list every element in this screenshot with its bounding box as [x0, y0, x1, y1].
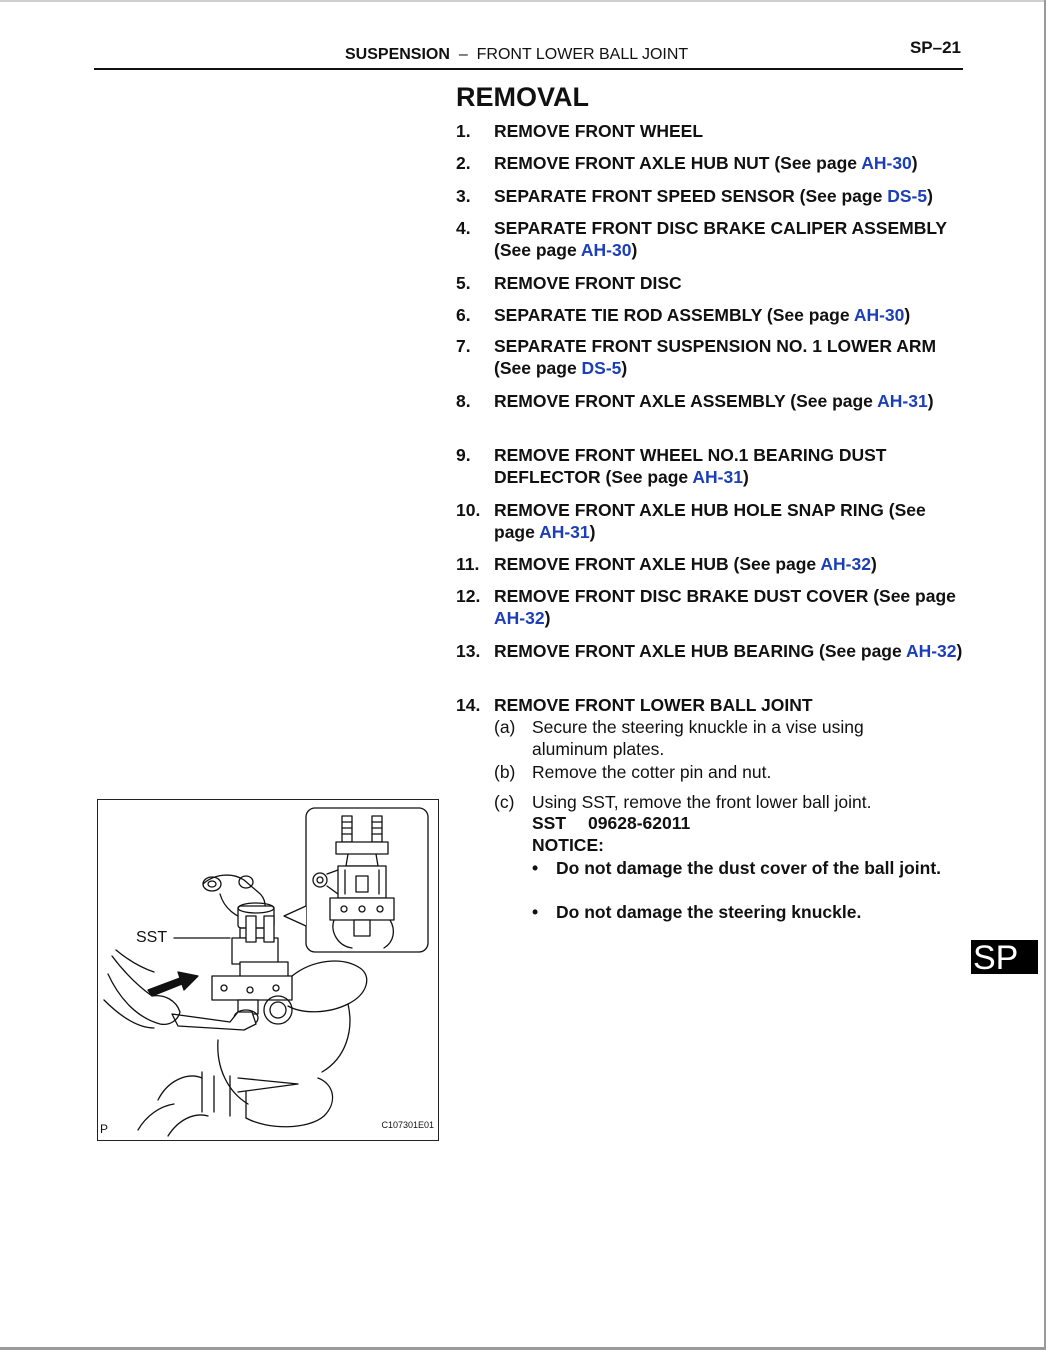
illustration-figure — [97, 799, 439, 1141]
step-number: 13. — [456, 641, 481, 661]
page-ref-link[interactable]: AH-31 — [877, 391, 928, 411]
page-ref-link[interactable]: AH-32 — [820, 554, 871, 574]
sst-label: SST — [532, 813, 567, 833]
step-text: REMOVE FRONT WHEEL — [494, 121, 704, 141]
header-subject: FRONT LOWER BALL JOINT — [476, 46, 689, 63]
step-7 — [456, 335, 966, 379]
notice-bullet — [532, 901, 952, 923]
step-text: REMOVE FRONT DISC — [494, 273, 682, 293]
page-header — [94, 38, 963, 70]
step-text: SEPARATE FRONT SUSPENSION NO. 1 LOWER ARM (See page — [494, 336, 937, 378]
step-number: 1. — [456, 121, 471, 141]
step-close: ) — [631, 240, 638, 260]
figure-corner-label: P — [100, 1122, 109, 1136]
step-number: 12. — [456, 586, 481, 606]
bullet-dot: • — [532, 858, 539, 878]
wrench — [172, 1012, 256, 1030]
step-text: SEPARATE TIE ROD ASSEMBLY (See page — [494, 305, 854, 325]
substep-b — [494, 761, 964, 783]
ball-joint-illustration — [98, 800, 438, 1140]
page-ref-link[interactable]: AH-30 — [861, 153, 912, 173]
step-text: REMOVE FRONT AXLE HUB NUT (See page — [494, 153, 862, 173]
step-close: ) — [621, 358, 628, 378]
step-number: 3. — [456, 186, 471, 206]
notice-bullet — [532, 857, 952, 879]
step-close: ) — [742, 467, 749, 487]
step-text: REMOVE FRONT LOWER BALL JOINT — [494, 695, 813, 715]
page-ref-link[interactable]: DS-5 — [887, 186, 928, 206]
step-number: 8. — [456, 391, 471, 411]
notice-label: NOTICE: — [532, 835, 604, 855]
step-text: REMOVE FRONT AXLE ASSEMBLY (See page — [494, 391, 878, 411]
step-close: ) — [589, 522, 596, 542]
sst-line — [532, 813, 690, 834]
direction-arrow — [148, 972, 198, 996]
step-text: SEPARATE FRONT SPEED SENSOR (See page — [494, 186, 888, 206]
step-text: REMOVE FRONT WHEEL NO.1 BEARING DUST DEFLECTOR (See page — [494, 445, 887, 487]
page-ref-link[interactable]: AH-32 — [905, 641, 957, 661]
section-tab[interactable]: SP — [971, 940, 1038, 974]
step-text: REMOVE FRONT AXLE HUB HOLE SNAP RING (See page — [494, 500, 926, 542]
substep-label: (b) — [494, 762, 516, 782]
substep-text: Using SST, remove the front lower ball joint. — [532, 792, 872, 812]
header-separator: – — [458, 46, 468, 63]
header-section: SUSPENSION — [345, 46, 450, 63]
substep-label: (c) — [494, 792, 515, 812]
step-10 — [456, 499, 966, 543]
bullet-dot: • — [532, 902, 539, 922]
step-number: 5. — [456, 273, 471, 293]
step-1 — [456, 120, 966, 142]
step-text: REMOVE FRONT AXLE HUB BEARING (See page — [494, 641, 906, 661]
step-close: ) — [544, 608, 551, 628]
step-number: 10. — [456, 500, 481, 520]
step-close: ) — [904, 305, 911, 325]
step-number: 6. — [456, 305, 471, 325]
page-ref-link[interactable]: AH-30 — [580, 240, 632, 260]
page-ref-link[interactable]: AH-31 — [692, 467, 743, 487]
step-8 — [456, 390, 966, 412]
section-heading: REMOVAL — [456, 82, 589, 112]
step-2 — [456, 152, 966, 174]
hand — [108, 956, 180, 1024]
step-13 — [456, 640, 966, 662]
step-number: 2. — [456, 153, 471, 173]
bullet-text: Do not damage the steering knuckle. — [556, 902, 862, 922]
step-number: 14. — [456, 695, 481, 715]
figure-sst-label: SST — [136, 929, 168, 946]
page-ref-link[interactable]: DS-5 — [581, 358, 622, 378]
step-close: ) — [870, 554, 877, 574]
page-ref-link[interactable]: AH-31 — [539, 522, 590, 542]
page-ref-link[interactable]: AH-30 — [853, 305, 905, 325]
step-number: 9. — [456, 445, 471, 465]
substep-a — [494, 716, 894, 760]
step-close: ) — [911, 153, 918, 173]
figure-code: C107301E01 — [381, 1120, 434, 1130]
step-14 — [456, 694, 966, 716]
substep-c — [494, 791, 964, 813]
step-text: REMOVE FRONT AXLE HUB (See page — [494, 554, 821, 574]
step-close: ) — [927, 391, 934, 411]
vise-jaw-left — [202, 1072, 214, 1112]
page-top-edge — [0, 0, 1046, 2]
step-number: 11. — [456, 554, 480, 574]
substep-text: Remove the cotter pin and nut. — [532, 762, 772, 782]
step-3 — [456, 185, 966, 207]
step-text: SEPARATE FRONT DISC BRAKE CALIPER ASSEMBLY (See page — [494, 218, 947, 260]
bullet-text: Do not damage the dust cover of the ball joint. — [556, 858, 942, 878]
page-number: SP–21 — [909, 38, 961, 57]
step-4 — [456, 217, 966, 261]
step-5 — [456, 272, 966, 294]
step-number: 4. — [456, 218, 471, 238]
inset-pointer — [284, 906, 306, 926]
step-close: ) — [956, 641, 963, 661]
header-title — [345, 46, 688, 64]
step-9 — [456, 444, 966, 488]
step-6 — [456, 304, 966, 326]
aluminum-plate — [238, 1078, 298, 1092]
substep-text: Secure the steering knuckle in a vise using aluminum plates. — [532, 717, 864, 759]
step-close: ) — [927, 186, 933, 206]
substep-label: (a) — [494, 717, 516, 737]
step-number: 7. — [456, 336, 471, 356]
page-ref-link[interactable]: AH-32 — [494, 608, 545, 628]
sst-value: 09628-62011 — [588, 813, 691, 833]
step-text: REMOVE FRONT DISC BRAKE DUST COVER (See page — [494, 586, 956, 606]
step-11 — [456, 553, 966, 575]
step-12 — [456, 585, 966, 629]
